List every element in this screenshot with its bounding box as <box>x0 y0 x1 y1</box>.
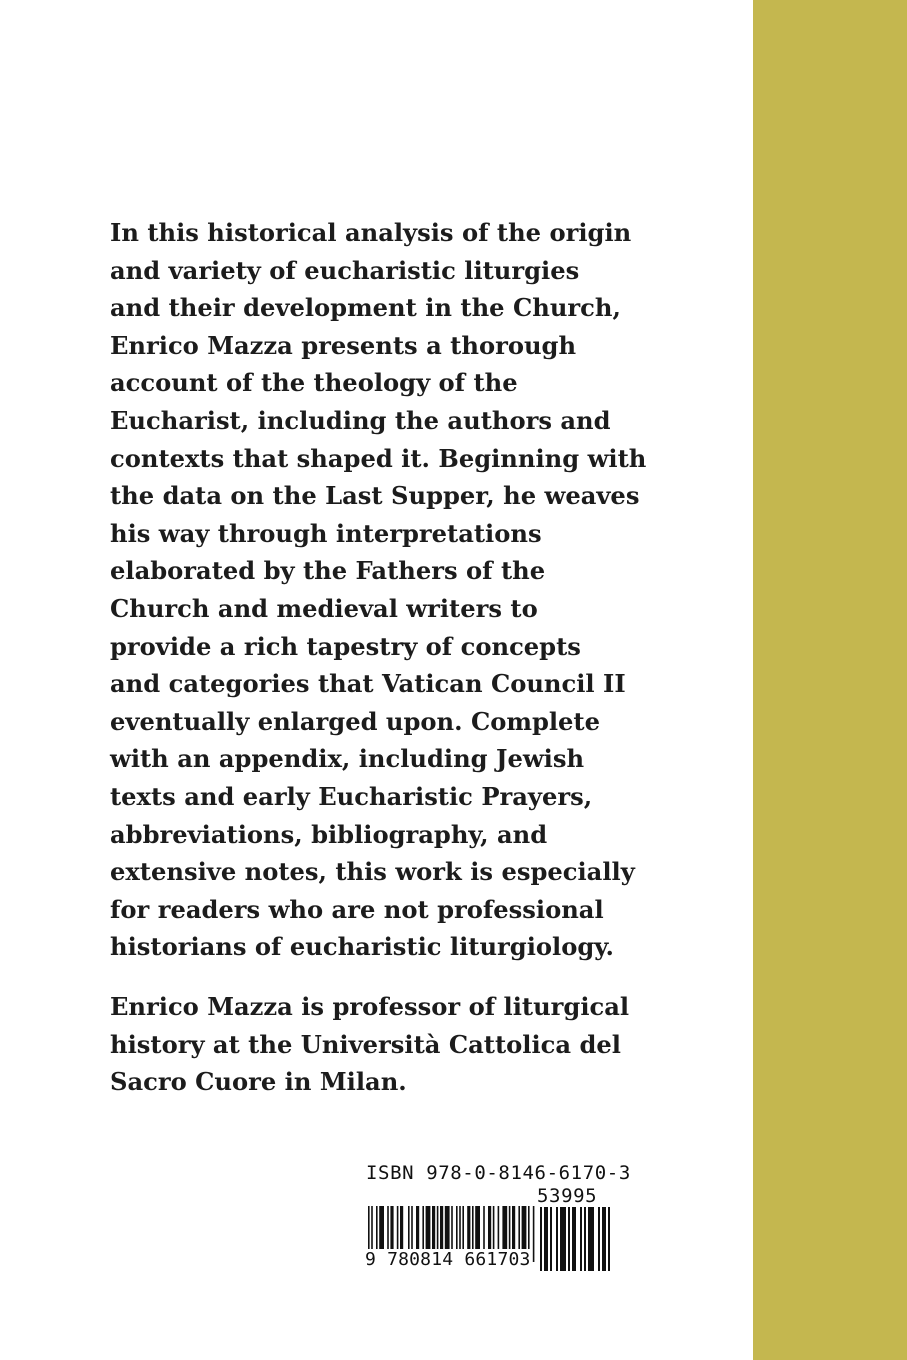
bio-line: Enrico Mazza is professor of liturgical <box>110 992 630 1021</box>
blurb-line: account of the theology of the <box>110 368 518 398</box>
blurb-line: and their development in the Church, <box>110 293 621 323</box>
blurb-line: the data on the Last Supper, he weaves <box>110 481 640 511</box>
barcode-bar <box>556 1207 558 1271</box>
blurb-line: with an appendix, including Jewish <box>110 744 585 774</box>
bio-line: Sacro Cuore in Milan. <box>110 1067 407 1097</box>
isbn-label: ISBN 978-0-8146-6170-3 <box>366 1162 631 1184</box>
blurb-line: texts and early Eucharistic Prayers, <box>110 781 593 811</box>
barcode-bar <box>560 1207 566 1271</box>
price-code: 53995 <box>537 1185 598 1207</box>
barcode-bar <box>540 1207 542 1271</box>
blurb-line: contexts that shaped it. Beginning with <box>110 443 647 473</box>
barcode-bar <box>533 1206 535 1262</box>
barcode-bar <box>580 1207 582 1271</box>
blurb-line: abbreviations, bibliography, and <box>110 819 548 849</box>
barcode-bar <box>608 1207 610 1271</box>
blurb-line: provide a rich tapestry of concepts <box>110 631 581 661</box>
blurb-line: and categories that Vatican Council II <box>110 669 626 699</box>
spine-color-band <box>753 0 907 1360</box>
bio-line: history at the Università Cattolica del <box>110 1029 621 1059</box>
isbn-barcode <box>363 1162 631 1272</box>
barcode-bar <box>602 1207 606 1271</box>
blurb-line: In this historical analysis of the origin <box>110 218 632 247</box>
barcode-bar <box>544 1207 548 1271</box>
blurb-line: his way through interpretations <box>110 518 542 548</box>
blurb-line: Enrico Mazza presents a thorough <box>110 330 577 360</box>
author-bio <box>110 988 630 1101</box>
blurb-line: eventually enlarged upon. Complete <box>110 706 600 736</box>
blurb-line: Eucharist, including the authors and <box>110 405 611 435</box>
blurb-line: and variety of eucharistic liturgies <box>110 255 580 285</box>
barcode-bar <box>584 1207 586 1271</box>
barcode-bar <box>572 1207 576 1271</box>
ean-digits: 9 780814 661703 <box>365 1249 531 1270</box>
blurb-line: for readers who are not professional <box>110 894 604 924</box>
barcode-bar <box>568 1207 570 1271</box>
blurb-line: extensive notes, this work is especially <box>110 857 635 887</box>
blurb-line: Church and medieval writers to <box>110 593 538 623</box>
blurb-text <box>110 214 647 966</box>
addon-barcode-bars <box>540 1207 622 1271</box>
blurb-line: elaborated by the Fathers of the <box>110 556 546 586</box>
barcode-bar <box>598 1207 600 1271</box>
blurb-line: historians of eucharistic liturgiology. <box>110 932 614 962</box>
barcode-bar <box>550 1207 552 1271</box>
barcode-bar <box>588 1207 594 1271</box>
